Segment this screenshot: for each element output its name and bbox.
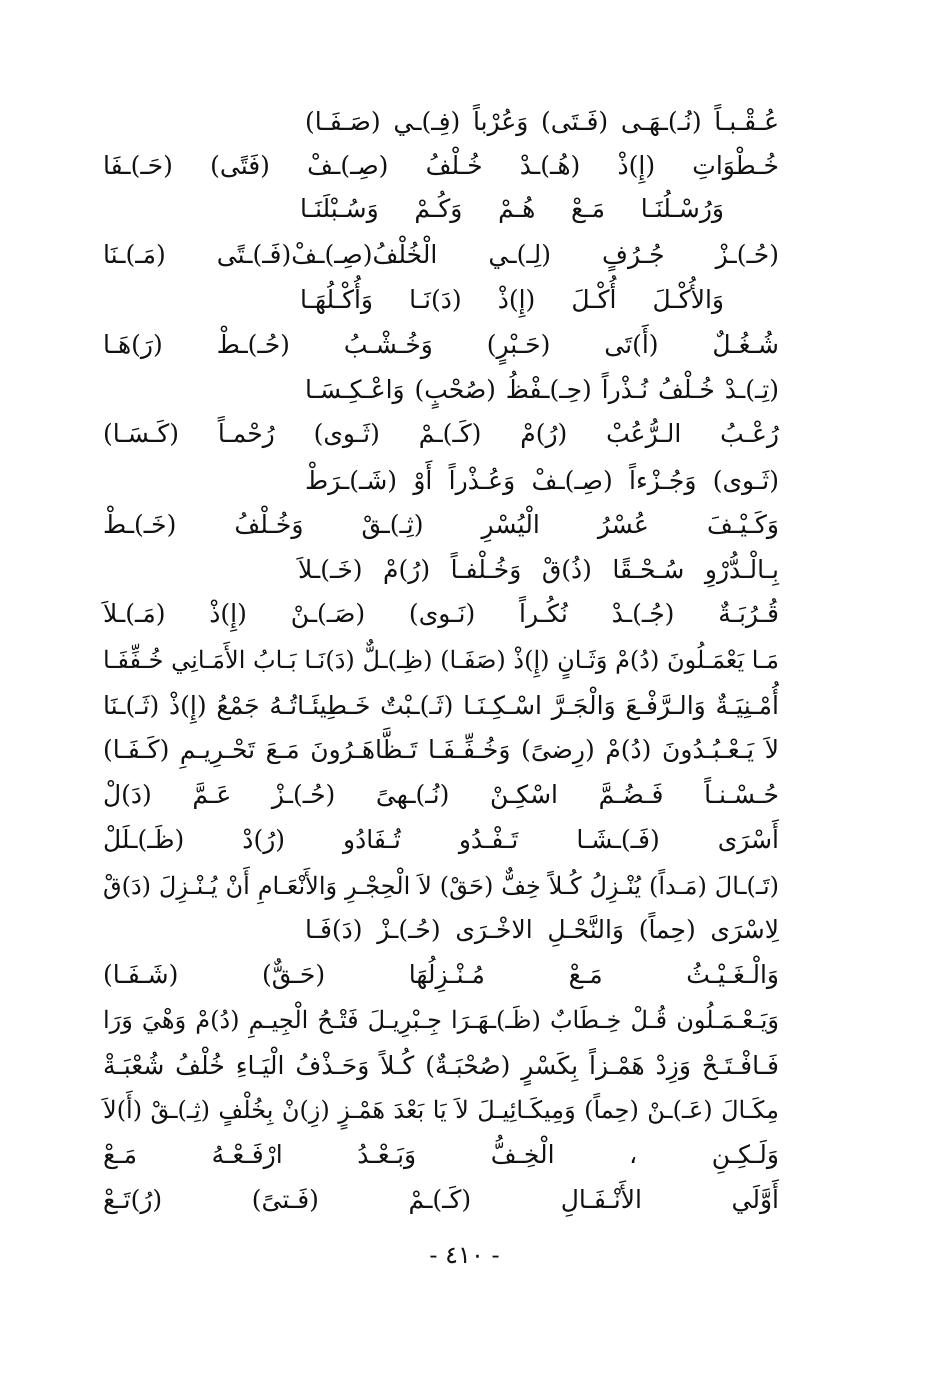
verse-line-18: (تَـ)ـالَ (مَـداً) يُنْـزِلُ كُـلاً خِفٌّ (حَقْ) لاَ الْحِجْـرِ وَالأَنْعَـامِ أَنْ يُـنْـزِلَ (دَ)قْ: [103, 872, 779, 900]
verse-line-14: أُمْـنِيَـةٌ وَالـرَّفْـعَ وَالْجَـرَّ اسْـكِـنَـا (ثَـ)ـبْتٌ خَـطِيئَـاتُـهُ جَمْعُ (إِ)ذْ (ثَـ)ـنَا: [103, 691, 779, 720]
verse-line-1: عُـقْـبـاً (نُـ)ـهَـى (فَـتَى) وَعُرْباً (فِـ)ـي (صَـفَـا): [305, 107, 779, 136]
verse-line-10: وَكَـيْـفَ عُسْرُ الْيُسْرِ (ثِـ)ـقْ وَخُـلْفُ (خَـ)ـطْ: [103, 510, 779, 539]
verse-line-16: حُـسْـنـاً فَـضُـمَّ اسْكِـنْ (نُـ)ـهىً (حُـ)ـزْ عَـمَّ (دَ)لْ: [103, 780, 779, 809]
verse-line-7: (تِـ)ـدْ خُـلْفُ نُـذْراً (حِـ)ـفْظُ (صُحْبٍ) وَاعْـكِـسَـا: [305, 375, 779, 404]
verse-line-19: لِاسْرَى (حِماً) وَالنَّحْـلِ الاخْـرَى (حُـ)ـزْ (دَ)فَـا: [305, 915, 779, 944]
verse-line-24: وَلَـكِـنِ ، الْخِـفُّ وَبَـعْـدُ ارْفَـعْـهُ مَـعْ: [103, 1140, 779, 1169]
page-number: - ٤١٠ -: [429, 1241, 500, 1269]
verse-line-20: وَالْـغَـيْـثُ مَـعْ مُـنْـزِلُهَا (حَـقٌّ) (شَـفَـا): [103, 960, 779, 989]
verse-line-17: أَسْرَى (فَـ)ـشَـا تَـفْـدُو تُـفَادُو (رُ)دْ (ظَـ)ـلَلْ: [103, 825, 779, 854]
verse-line-15: لاَ يَـعْـبُـدُونَ (دُ)مْ (رِضىً) وَخُـفِّـفَـا تَـظَّاهَـرُونَ مَـعَ تَحْـرِيـمِ (كَـفَـا): [103, 735, 779, 764]
verse-line-11: بِـالْـدُّرْوِ سُـحْـقًا (ذُ)قْ وَخُـلْفـاً (رُ)مْ (خَـ)ـلاَ: [298, 555, 779, 584]
verse-line-23: مِكَـالَ (عَـ)ـنْ (حِماً) وَمِيكَـائِيـلَ لاَ يَا بَعْدَ هَمْـزٍ (زِ)نْ بِخُلْفٍ (ثِـ)ـقْ (أَ)لاَ: [103, 1096, 779, 1124]
verse-line-22: فَـافْـتَـحْ وَزِدْ هَمْـزاً بِكَسْرٍ (صُحْبَـةٌ) كُـلاً وَحَـذْفُ الْيَـاءِ خُلْفُ شُعْبَـةْ: [103, 1051, 779, 1080]
verse-line-5: وَالأُكْـلَ أُكْـلَ (إِ)ذْ (دَ)نَـا وَأُكْـلُهَـا: [300, 285, 724, 314]
verse-line-8: رُعْـبُ الـرُّعُبْ (رُ)مْ (كَـ)ـمْ (ثَـوى) رُحْمـاً (كَـسَـا): [103, 419, 779, 448]
verse-line-4: (حُـ)ـزْ جُـرُفٍ (لِـ)ـي الْخُلْفُ(صِـ)ـفْ(فَـ)ـتًى (مَـ)ـنَا: [103, 240, 779, 269]
verse-line-21: وَيَـعْـمَـلُون قُـلْ خِـطَابٌ (ظَـ)ـهَـرَا جِـبْرِيـلَ فَتْـحُ الْجِيـمِ (دُ)مْ وَهْيَ وَرَا: [103, 1006, 779, 1034]
verse-line-12: قُـرُبَـةٌ (جُـ)ـدْ نُكُـراً (نَـوى) (صَـ)ـنْ (إِ)ذْ (مَـ)ـلاَ: [103, 599, 779, 628]
verse-line-6: شُـغُـلٌ (أَ)تَى (حَـبْرٍ) وَخُـشْـبُ (حُـ)ـطْ (رَ)هَـا: [103, 330, 779, 359]
verse-line-9: (ثَـوى) وَجُـزْءاً (صِـ)ـفْ وَعُـذْراً أَوْ (شَـ)ـرَطْ: [305, 466, 779, 495]
verse-line-13: مَـا يَعْمَـلُونَ (دُ)مْ وَثَـانٍ (إِ)ذْ (صَفَـا) (ظِـ)ـلٌّ (دَ)نَـا بَـابُ الأَمَـانِي خُـفِّفَـا: [103, 646, 779, 674]
verse-line-3: وَرُسْـلُنَـا مَـعْ هُـمْ وَكُـمْ وَسُـبْلَنَـا: [300, 194, 724, 223]
verse-line-25: أَوَّلَي الأَنْـفَـالِ (كَـ)ـمْ (فَـتىً) (رُ)تَـعْ: [103, 1185, 779, 1214]
verse-line-2: خُـطْوَاتِ (إِ)ذْ (هُـ)ـدْ خُـلْفُ (صِـ)ـفْ (فَتًى) (حَـ)ـفَا: [103, 151, 779, 180]
